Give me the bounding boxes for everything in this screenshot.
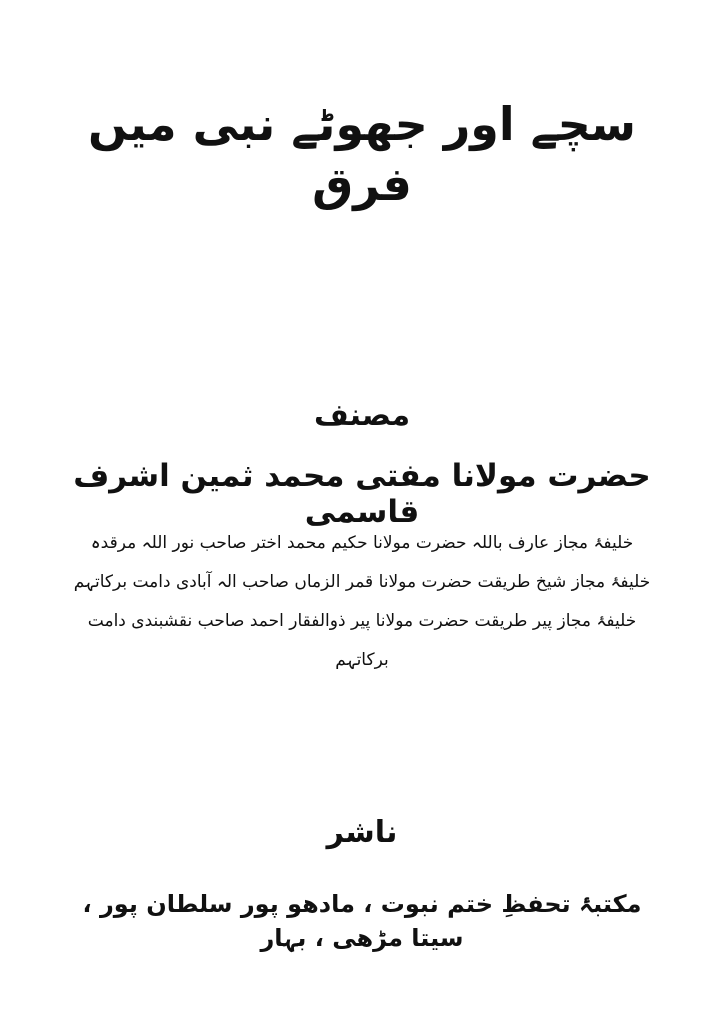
credential-line: خلیفۂ مجاز عارف باللہ حضرت مولانا حکیم محمد اختر صاحب نور اللہ مرقدہ: [90, 533, 634, 553]
author-heading: مصنف: [313, 398, 411, 433]
publisher-line: مکتبۂ تحفظِ ختم نبوت ، مادھو پور سلطان پور ، سیتا مڑھی ، بہار: [82, 890, 642, 952]
author-name: حضرت مولانا مفتی محمد ثمین اشرف قاسمی: [73, 458, 651, 530]
credential-line: خلیفۂ مجاز شیخ طریقت حضرت مولانا قمر الزماں صاحب الہ آبادی دامت برکاتہم: [73, 572, 651, 592]
credential-line: خلیفۂ مجاز پیر طریقت حضرت مولانا پیر ذوالفقار احمد صاحب نقشبندی دامت برکاتہم: [87, 611, 637, 670]
book-title: سچے اور جھوٹے نبی میں فرق: [87, 97, 637, 211]
publisher-heading: ناشر: [326, 815, 398, 850]
author-credentials: [0, 524, 724, 680]
